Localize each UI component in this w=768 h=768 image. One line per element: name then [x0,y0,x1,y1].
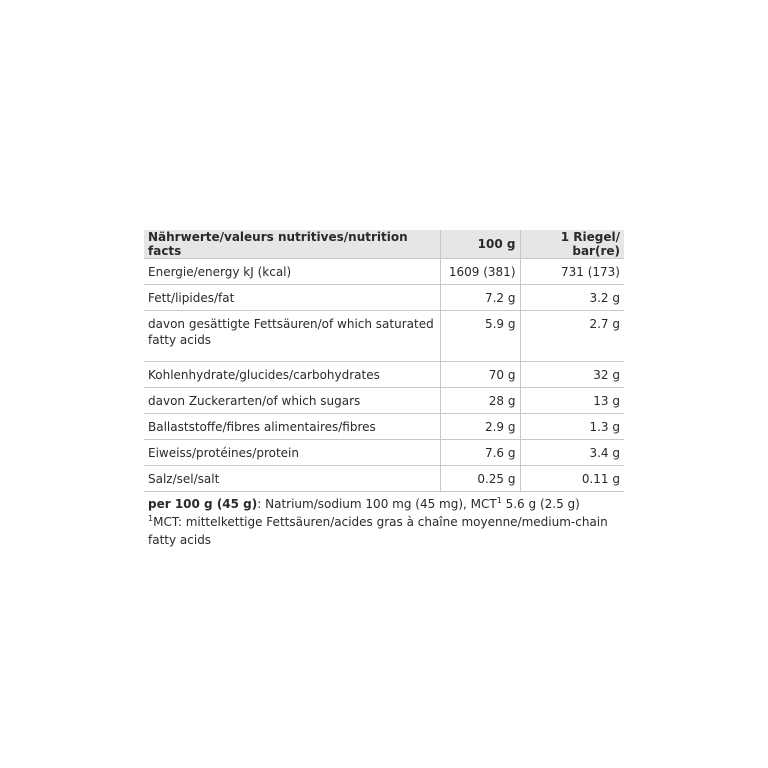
footnote-bold-prefix: per 100 g (45 g) [148,497,258,511]
value-per-bar: 3.2 g [520,285,624,311]
nutrient-name: Energie/energy kJ (kcal) [144,259,440,285]
nutrient-name: davon gesättigte Fettsäuren/of which saturated fatty acids [144,311,440,362]
value-per-100g: 7.6 g [440,440,520,466]
table-row [144,388,624,414]
value-per-100g: 70 g [440,362,520,388]
value-per-100g: 28 g [440,388,520,414]
footnote-line1-tail: 5.6 g (2.5 g) [501,497,580,511]
nutrient-name: davon Zuckerarten/of which sugars [144,388,440,414]
value-per-100g: 7.2 g [440,285,520,311]
table-header-row [144,230,624,259]
value-per-bar: 2.7 g [520,311,624,362]
value-per-bar: 0.11 g [520,466,624,492]
value-per-100g: 0.25 g [440,466,520,492]
table-row [144,414,624,440]
table-row [144,362,624,388]
table-row [144,285,624,311]
nutrient-name: Kohlenhydrate/glucides/carbohydrates [144,362,440,388]
nutrient-name: Salz/sel/salt [144,466,440,492]
footnote-line1-text: : Natrium/sodium 100 mg (45 mg), MCT [257,497,497,511]
nutrient-name: Eiweiss/protéines/protein [144,440,440,466]
value-per-bar: 32 g [520,362,624,388]
footnote-line2-text: MCT: mittelkettige Fettsäuren/acides gras à chaîne moyenne/medium-chain fatty acids [148,515,608,547]
value-per-bar: 1.3 g [520,414,624,440]
footnote-line-2 [148,513,624,549]
header-nutrient: Nährwerte/valeurs nutritives/nutrition facts [144,230,440,259]
footnote-line2-sup: 1 [148,514,154,523]
table-row [144,259,624,285]
value-per-100g: 1609 (381) [440,259,520,285]
nutrition-table [144,230,624,492]
value-per-bar: 3.4 g [520,440,624,466]
value-per-bar: 731 (173) [520,259,624,285]
table-row [144,311,624,362]
footnote [144,495,624,549]
value-per-100g: 5.9 g [440,311,520,362]
footnote-line1-sup: 1 [496,496,502,505]
table-row [144,440,624,466]
value-per-100g: 2.9 g [440,414,520,440]
nutrient-name: Ballaststoffe/fibres alimentaires/fibres [144,414,440,440]
nutrition-panel [144,230,624,549]
value-per-bar: 13 g [520,388,624,414]
nutrient-name: Fett/lipides/fat [144,285,440,311]
table-row [144,466,624,492]
header-per-bar: 1 Riegel/ bar(re) [520,230,624,259]
footnote-line-1 [148,495,624,513]
header-per-100g: 100 g [440,230,520,259]
